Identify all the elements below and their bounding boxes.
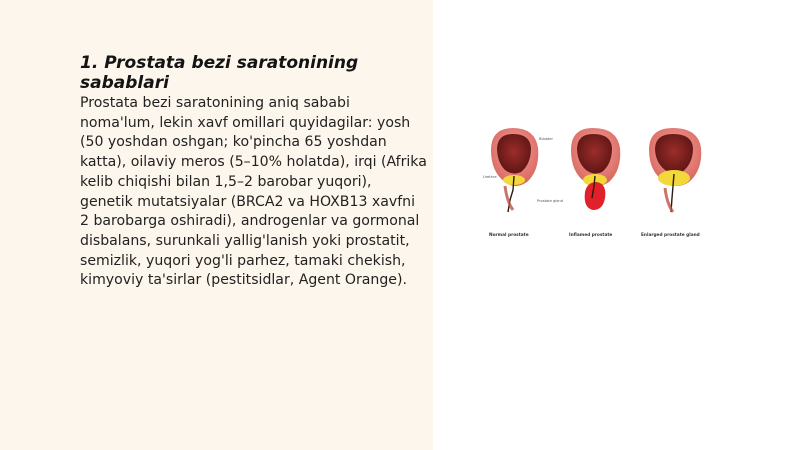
- callout-urethra: Urethra: [483, 175, 497, 179]
- callout-bladder: Bladder: [539, 137, 553, 141]
- prostate-anatomy-figure: [483, 120, 711, 242]
- normal-prostate-panel: [483, 128, 563, 238]
- caption-normal-prostate: Normal prostate: [489, 233, 529, 238]
- caption-inflamed-prostate: Inflamed prostate: [569, 233, 613, 238]
- slide-body-text: Prostata bezi saratonining aniq sababi noma'lum, lekin xavf omillari quyidagilar: yosh (50 yoshdan oshgan; ko'pincha 65 yoshdan katta), oilaviy meros (5–10% holatda), irqi (Afrika kelib chiqishi bilan 1,5–2 barobar yuqori), genetik mutatsiyalar (BRCA2 va HOXB13 xavfni 2 barobarga oshiradi), androgenlar va gormonal disbalans, surunkali yallig'lanish yoki prostatit, semizlik, yuqori yog'li parhez, tamaki chekish, kimyoviy ta'sirlar (pestitsidlar, Agent Orange).: [80, 95, 427, 289]
- slide-title: 1. Prostata bezi saratonining sabablari: [80, 53, 359, 93]
- callout-prostate-gland: Prostate gland: [537, 199, 563, 203]
- enlarged-prostate-panel: [641, 128, 701, 238]
- caption-enlarged-prostate: Enlarged prostate gland: [641, 233, 700, 238]
- inflamed-prostate-panel: [569, 128, 620, 238]
